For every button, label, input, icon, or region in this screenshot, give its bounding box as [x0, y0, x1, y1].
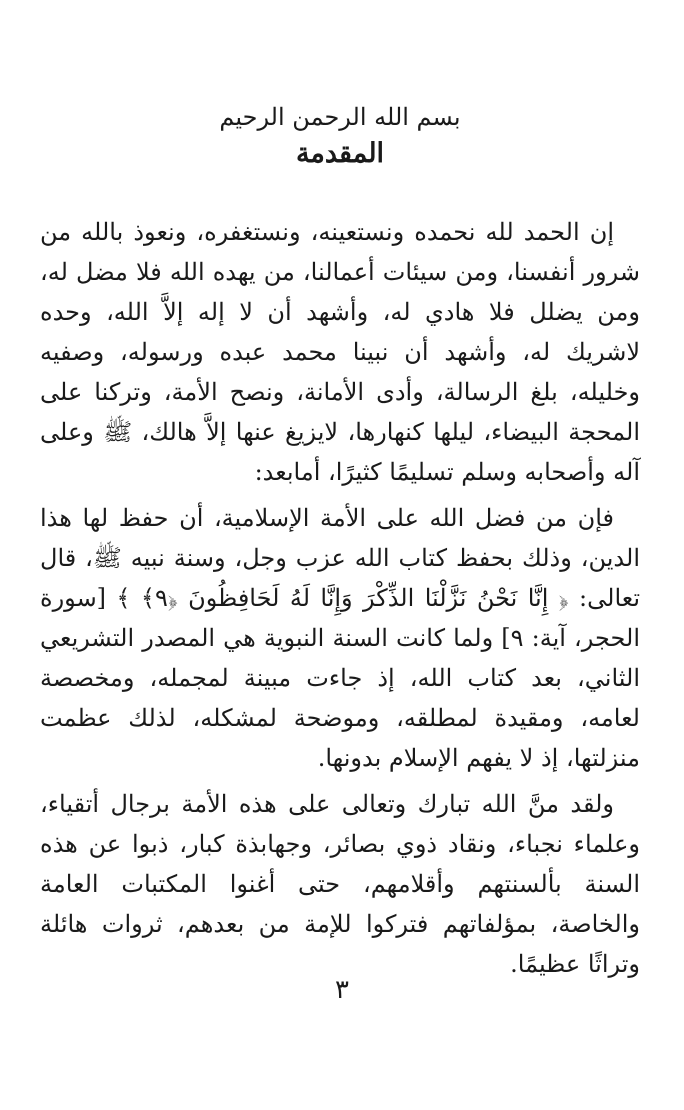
- paragraph-praise: إن الحمد لله نحمده ونستعينه، ونستغفره، ونعوذ بالله من شرور أنفسنا، ومن سيئات أعمالنا، من يهده الله فلا مضل له، ومن يضلل فلا هادي له، وأشهد أن لا إله إلاَّ الله، وحده لاشريك له، وأشهد أن نبينا محمد عبده ورسوله، وصفيه وخليله، بلغ الرسالة، وأدى الأمانة، ونصح الأمة، وتركنا على المحجة البيضاء، ليلها كنهارها، لايزيغ عنها إلاَّ هالك، ﷺ وعلى آله وأصحابه وسلم تسليمًا كثيرًا، أمابعد:: [40, 218, 640, 486]
- page-number: ٣: [335, 975, 349, 1005]
- paragraph-preservation: فإن من فضل الله على الأمة الإسلامية، أن حفظ لها هذا الدين، وذلك بحفظ كتاب الله عزب وجل، وسنة نبيه ﷺ، قال تعالى: ﴿ إِنَّا نَحْنُ نَزَّلْنَا الذِّكْرَ وَإِنَّا لَهُ لَحَافِظُونَ ﴿٩﴾ ﴾ [سورة الحجر، آية: ٩] ولما كانت السنة النبوية هي المصدر التشريعي الثاني، بعد كتاب الله، إذ جاءت مبينة لمجمله، ومخصصة لعامه، ومقيدة لمطلقه، وموضحة لمشكله، لذلك عظمت منزلتها، إذ لا يفهم الإسلام بدونها.: [40, 504, 641, 772]
- paragraph-scholars: ولقد منَّ الله تبارك وتعالى على هذه الأمة برجال أتقياء، وعلماء نجباء، ونقاد ذوي بصائر، وجهابذة كبار، ذبوا عن هذه السنة بألسنتهم وأقلامهم، حتى أغنوا المكتبات العامة والخاصة، بمؤلفاتهم فتركوا للإمة من بعدهم، ثروات هائلة وتراثًا عظيمًا.: [40, 790, 640, 978]
- basmala: بسم الله الرحمن الرحيم: [219, 103, 461, 131]
- page-content: [40, 100, 640, 990]
- page-title: المقدمة: [295, 138, 385, 169]
